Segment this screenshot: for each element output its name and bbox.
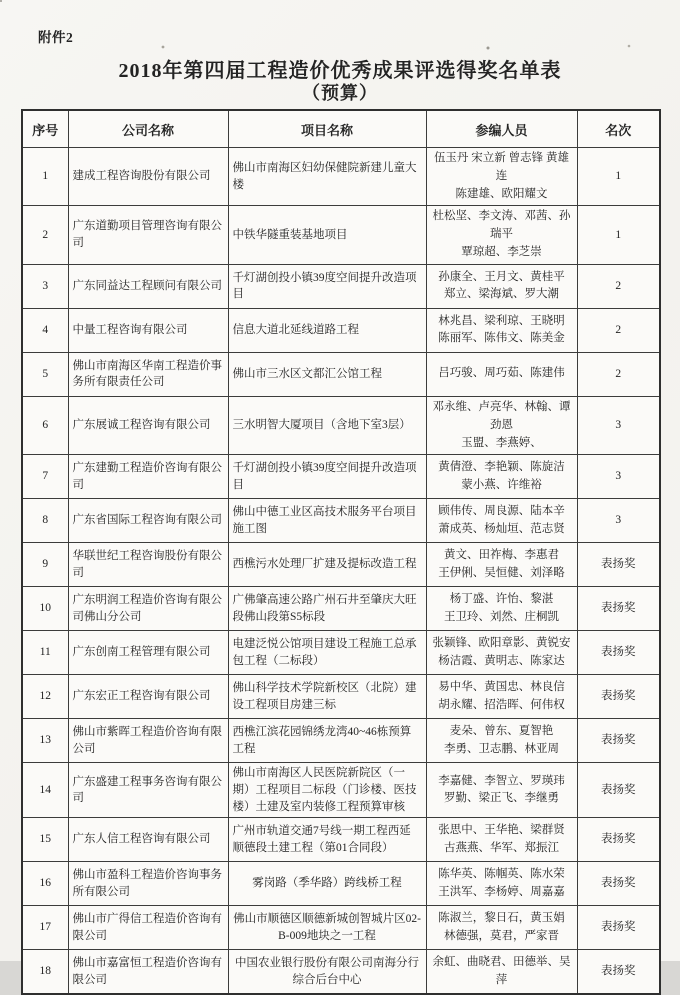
cell-company-name: 广东宏正工程咨询有限公司 xyxy=(68,675,228,719)
cell-project-name: 佛山市顺德区顺德新城创智城片区02-B-009地块之一工程 xyxy=(228,906,426,950)
cell-serial-number: 4 xyxy=(22,308,68,352)
participants-line: 王伊俐、吴恒健、刘泽略 xyxy=(438,566,565,579)
table-row xyxy=(22,499,660,543)
column-header-no: 序号 xyxy=(22,110,68,148)
cell-rank: 2 xyxy=(577,308,660,352)
scan-speckle-decoration xyxy=(0,0,2,2)
cell-company-name: 广东人信工程咨询有限公司 xyxy=(68,818,228,862)
participants-line: 陈建雄、欧阳耀文 xyxy=(455,187,548,200)
cell-rank: 表扬奖 xyxy=(577,906,660,950)
cell-participants xyxy=(426,719,577,763)
cell-participants xyxy=(426,818,577,862)
participants-line: 蒙小燕、许维裕 xyxy=(461,478,542,491)
table-row xyxy=(22,148,660,206)
cell-company-name: 广东省国际工程咨询有限公司 xyxy=(68,499,228,543)
cell-company-name: 佛山市嘉富恒工程造价咨询有限公司 xyxy=(68,950,228,994)
column-header-project: 项目名称 xyxy=(228,110,426,148)
cell-project-name: 佛山中德工业区高技术服务平台项目施工图 xyxy=(228,499,426,543)
cell-participants xyxy=(426,206,577,264)
attachment-label: 附件2 xyxy=(38,30,74,45)
cell-serial-number: 3 xyxy=(22,264,68,308)
cell-rank: 表扬奖 xyxy=(577,719,660,763)
cell-rank: 表扬奖 xyxy=(577,675,660,719)
cell-rank: 表扬奖 xyxy=(577,631,660,675)
cell-rank: 表扬奖 xyxy=(577,587,660,631)
participants-line: 李嘉健、李智立、罗瑛玮 xyxy=(438,774,565,787)
participants-line: 顾伟传、周良源、陆本辛 xyxy=(438,505,565,517)
cell-rank: 表扬奖 xyxy=(577,763,660,818)
table-row xyxy=(22,818,660,862)
cell-participants xyxy=(426,543,577,587)
table-header-row xyxy=(22,110,660,148)
table-row xyxy=(22,455,660,499)
cell-serial-number: 11 xyxy=(22,631,68,675)
cell-serial-number: 18 xyxy=(22,950,68,994)
participants-line: 易中华、黄国忠、林良信 xyxy=(438,681,565,693)
cell-company-name: 中量工程咨询有限公司 xyxy=(68,308,228,352)
participants-line: 林兆昌、梁利琼、王晓明 xyxy=(438,314,565,327)
cell-company-name: 广东展诚工程咨询有限公司 xyxy=(68,396,228,454)
cell-project-name: 广佛肇高速公路广州石井至肇庆大旺段佛山段第S5标段 xyxy=(228,587,426,631)
cell-project-name: 西樵污水处理厂扩建及提标改造工程 xyxy=(228,543,426,587)
table-row xyxy=(22,675,660,719)
cell-company-name: 广东创南工程管理有限公司 xyxy=(68,631,228,675)
cell-project-name: 三水明智大厦项目（含地下室3层） xyxy=(228,396,426,454)
participants-line: 王卫玲、刘然、庄桐凯 xyxy=(444,610,559,623)
cell-rank: 3 xyxy=(577,499,660,543)
participants-line: 黄文、田祚梅、李惠君 xyxy=(444,549,559,561)
cell-serial-number: 6 xyxy=(22,396,68,454)
table-row xyxy=(22,906,660,950)
cell-project-name: 中铁华隧重装基地项目 xyxy=(228,206,426,264)
participants-line: 覃琼超、李芝崇 xyxy=(461,246,542,259)
table-row xyxy=(22,950,660,994)
cell-participants xyxy=(426,587,577,631)
cell-project-name: 佛山市南海区妇幼保健院新建儿童大楼 xyxy=(228,148,426,206)
cell-serial-number: 13 xyxy=(22,719,68,763)
participants-line: 林德强，莫君，严家晋 xyxy=(444,929,559,942)
cell-participants xyxy=(426,862,577,906)
table-row xyxy=(22,763,660,818)
table-row xyxy=(22,631,660,675)
cell-company-name: 佛山市盈科工程造价咨询事务所有限公司 xyxy=(68,862,228,906)
award-table xyxy=(21,109,661,995)
table-row xyxy=(22,352,660,396)
table-row xyxy=(22,543,660,587)
participants-line: 孙康全、王月文、黄桂平 xyxy=(438,270,565,283)
cell-project-name: 雾岗路（季华路）跨线桥工程 xyxy=(228,862,426,906)
cell-company-name: 建成工程咨询股份有限公司 xyxy=(68,148,228,206)
table-row xyxy=(22,719,660,763)
cell-rank: 表扬奖 xyxy=(577,950,660,994)
cell-project-name: 佛山科学技术学院新校区（北院）建设工程项目房建三标 xyxy=(228,675,426,719)
cell-project-name: 中国农业银行股份有限公司南海分行综合后台中心 xyxy=(228,950,426,994)
participants-line: 杨洁霞、黄明志、陈家达 xyxy=(438,654,565,667)
cell-serial-number: 9 xyxy=(22,543,68,587)
column-header-company: 公司名称 xyxy=(68,110,228,148)
cell-participants xyxy=(426,763,577,818)
cell-serial-number: 12 xyxy=(22,675,68,719)
cell-participants xyxy=(426,675,577,719)
page-subtitle: （预算） xyxy=(302,83,378,103)
participants-line: 吕巧骏、周巧茹、陈建伟 xyxy=(438,367,565,380)
cell-serial-number: 5 xyxy=(22,352,68,396)
column-header-members: 参编人员 xyxy=(426,110,577,148)
cell-rank: 表扬奖 xyxy=(577,818,660,862)
page-title: 2018年第四届工程造价优秀成果评选得奖名单表 xyxy=(118,60,562,82)
cell-company-name: 广东明润工程造价咨询有限公司佛山分公司 xyxy=(68,587,228,631)
cell-project-name: 电建泛悦公馆项目建设工程施工总承包工程（二标段） xyxy=(228,631,426,675)
table-row xyxy=(22,206,660,264)
cell-serial-number: 7 xyxy=(22,455,68,499)
participants-line: 罗勤、梁正飞、李继勇 xyxy=(444,792,559,805)
cell-project-name: 佛山市南海区人民医院新院区（一期）工程项目二标段（门诊楼、医技楼）土建及室内装修工程预算审核 xyxy=(228,763,426,818)
participants-line: 余虹、曲晓君、田德举、吴萍 xyxy=(432,955,571,986)
cell-participants xyxy=(426,906,577,950)
participants-line: 陈华英、陈帼英、陈水荣 xyxy=(438,868,565,881)
cell-project-name: 佛山市三水区文都汇公馆工程 xyxy=(228,352,426,396)
participants-line: 玉盟、李燕婷、 xyxy=(461,436,542,449)
table-row xyxy=(22,308,660,352)
cell-rank: 2 xyxy=(577,264,660,308)
cell-serial-number: 14 xyxy=(22,763,68,818)
participants-line: 郑立、梁海斌、罗大潮 xyxy=(444,288,559,301)
participants-line: 张颖锋、欧阳章影、黄锐安 xyxy=(432,637,571,649)
cell-rank: 1 xyxy=(577,206,660,264)
participants-line: 张思中、王华艳、梁群贤 xyxy=(438,824,565,837)
participants-line: 李勇、卫志鹏、林亚周 xyxy=(444,742,559,755)
cell-participants xyxy=(426,264,577,308)
cell-serial-number: 10 xyxy=(22,587,68,631)
cell-serial-number: 8 xyxy=(22,499,68,543)
cell-participants xyxy=(426,352,577,396)
cell-serial-number: 2 xyxy=(22,206,68,264)
cell-rank: 1 xyxy=(577,148,660,206)
table-row xyxy=(22,396,660,454)
cell-project-name: 千灯湖创投小镇39度空间提升改造项目 xyxy=(228,264,426,308)
participants-line: 黄倩澄、李艳颖、陈旋洁 xyxy=(438,461,565,473)
cell-serial-number: 1 xyxy=(22,148,68,206)
participants-line: 古燕燕、华军、郑振江 xyxy=(444,841,559,854)
cell-serial-number: 17 xyxy=(22,906,68,950)
cell-participants xyxy=(426,148,577,206)
participants-line: 萧成英、杨灿垣、范志贤 xyxy=(438,522,565,535)
participants-line: 麦朵、曾东、夏智艳 xyxy=(449,725,554,737)
cell-participants xyxy=(426,950,577,994)
table-row xyxy=(22,587,660,631)
cell-project-name: 西樵江滨花园锦绣龙湾40~46栋预算工程 xyxy=(228,719,426,763)
table-row xyxy=(22,862,660,906)
participants-line: 陈丽军、陈伟文、陈美金 xyxy=(438,332,565,345)
cell-company-name: 佛山市南海区华南工程造价事务所有限责任公司 xyxy=(68,352,228,396)
cell-participants xyxy=(426,396,577,454)
cell-rank: 2 xyxy=(577,352,660,396)
participants-line: 杨丁盛、许怡、黎湛 xyxy=(449,593,554,605)
cell-rank: 3 xyxy=(577,396,660,454)
cell-company-name: 广东盛建工程事务咨询有限公司 xyxy=(68,763,228,818)
participants-line: 伍玉丹 宋立新 曾志锋 黄雄连 xyxy=(433,152,570,182)
cell-participants xyxy=(426,631,577,675)
cell-rank: 表扬奖 xyxy=(577,543,660,587)
cell-company-name: 广东同益达工程顾问有限公司 xyxy=(68,264,228,308)
cell-participants xyxy=(426,455,577,499)
cell-rank: 表扬奖 xyxy=(577,862,660,906)
cell-rank: 3 xyxy=(577,455,660,499)
cell-serial-number: 16 xyxy=(22,862,68,906)
table-row xyxy=(22,264,660,308)
cell-participants xyxy=(426,308,577,352)
cell-serial-number: 15 xyxy=(22,818,68,862)
column-header-rank: 名次 xyxy=(577,110,660,148)
cell-project-name: 信息大道北延线道路工程 xyxy=(228,308,426,352)
participants-line: 陈淑兰，黎日石，黄玉娟 xyxy=(438,912,565,925)
participants-line: 胡永耀、招浩晖、何伟权 xyxy=(438,698,565,711)
participants-line: 杜松坚、李文涛、邓茜、孙瑞平 xyxy=(432,210,571,241)
cell-company-name: 佛山市紫晖工程造价咨询有限公司 xyxy=(68,719,228,763)
cell-company-name: 华联世纪工程咨询股份有限公司 xyxy=(68,543,228,587)
cell-company-name: 广东道勤项目管理咨询有限公司 xyxy=(68,206,228,264)
cell-participants xyxy=(426,499,577,543)
participants-line: 邓永维、卢亮华、林翰、谭劲恩 xyxy=(432,400,571,431)
participants-line: 王洪军、李杨婷、周嘉嘉 xyxy=(438,885,565,898)
cell-company-name: 广东建勤工程造价咨询有限公司 xyxy=(68,455,228,499)
cell-company-name: 佛山市广得信工程造价咨询有限公司 xyxy=(68,906,228,950)
cell-project-name: 广州市轨道交通7号线一期工程西延顺德段土建工程（第01合同段） xyxy=(228,818,426,862)
cell-project-name: 千灯湖创投小镇39度空间提升改造项目 xyxy=(228,455,426,499)
